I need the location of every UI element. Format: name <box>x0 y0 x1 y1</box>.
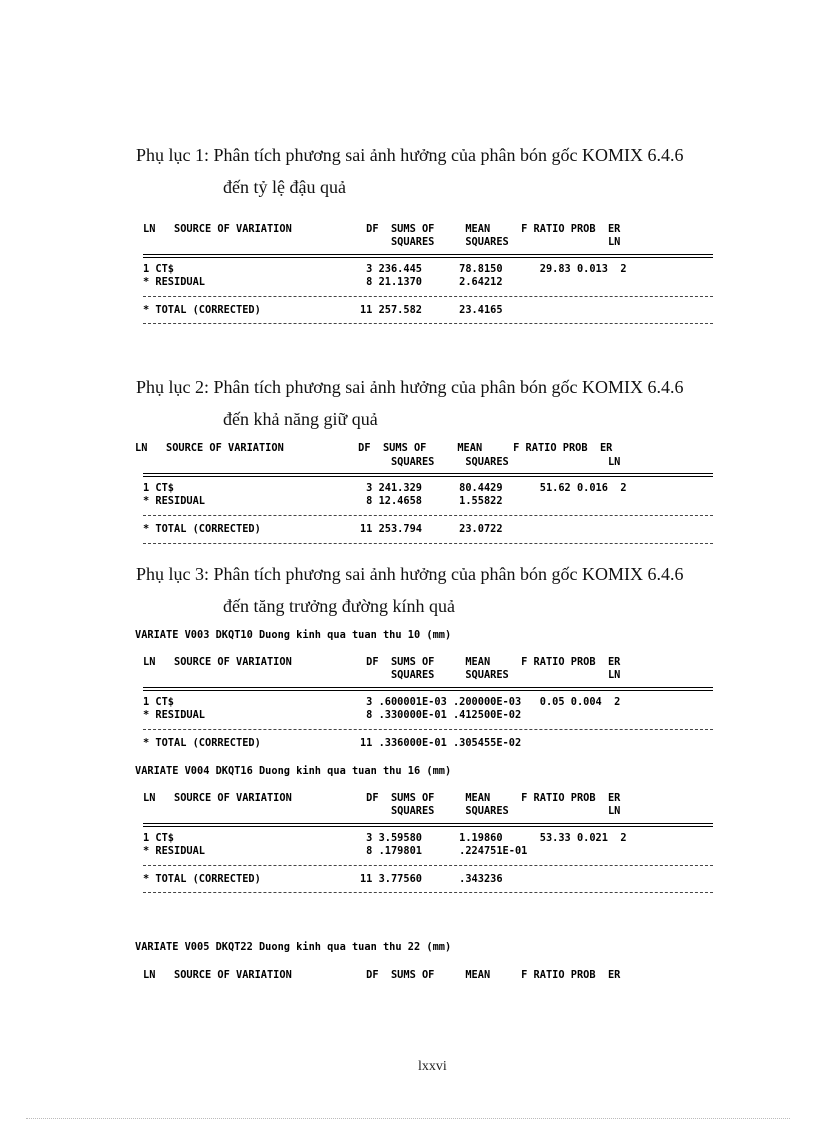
v004-table-header-2: SQUARES SQUARES LN <box>143 805 621 817</box>
appendix1-title-line2: đến tỷ lệ đậu quả <box>223 177 346 197</box>
appendix2-dash-rule <box>143 515 713 516</box>
v003-double-rule <box>143 687 713 691</box>
v004-variate-title: VARIATE V004 DKQT16 Duong kinh qua tuan thu 16 (mm) <box>135 765 452 777</box>
v004-row-residual: * RESIDUAL 8 .179801 .224751E-01 <box>143 845 528 857</box>
v004-double-rule <box>143 823 713 827</box>
appendix3-title-line1: Phụ lục 3: Phân tích phương sai ảnh hưởng của phân bón gốc KOMIX 6.4.6 <box>136 564 684 584</box>
appendix2-row-residual: * RESIDUAL 8 12.4658 1.55822 <box>143 495 503 507</box>
v003-row-residual: * RESIDUAL 8 .330000E-01 .412500E-02 <box>143 709 522 721</box>
appendix2-table-header-1: LN SOURCE OF VARIATION DF SUMS OF MEAN F RATIO PROB ER <box>135 442 613 454</box>
appendix1-row-total: * TOTAL (CORRECTED) 11 257.582 23.4165 <box>143 304 503 316</box>
appendix2-table-header-2: SQUARES SQUARES LN <box>143 456 621 468</box>
v003-table-header-1: LN SOURCE OF VARIATION DF SUMS OF MEAN F RATIO PROB ER <box>143 656 621 668</box>
appendix1-row-residual: * RESIDUAL 8 21.1370 2.64212 <box>143 276 503 288</box>
appendix1-row-ct: 1 CT$ 3 236.445 78.8150 29.83 0.013 2 <box>143 263 627 275</box>
appendix1-dash-rule <box>143 296 713 297</box>
v004-dash-rule-bottom <box>143 892 713 893</box>
v004-row-ct: 1 CT$ 3 3.59580 1.19860 53.33 0.021 2 <box>143 832 627 844</box>
appendix1-table-header-2: SQUARES SQUARES LN <box>143 236 621 248</box>
v005-variate-title: VARIATE V005 DKQT22 Duong kinh qua tuan thu 22 (mm) <box>135 941 452 953</box>
v003-row-ct: 1 CT$ 3 .600001E-03 .200000E-03 0.05 0.004 2 <box>143 696 621 708</box>
appendix1-title-line1: Phụ lục 1: Phân tích phương sai ảnh hưởng của phân bón gốc KOMIX 6.4.6 <box>136 145 684 165</box>
v003-variate-title: VARIATE V003 DKQT10 Duong kinh qua tuan thu 10 (mm) <box>135 629 452 641</box>
appendix2-title-line1: Phụ lục 2: Phân tích phương sai ảnh hưởng của phân bón gốc KOMIX 6.4.6 <box>136 377 684 397</box>
v005-table-header-1: LN SOURCE OF VARIATION DF SUMS OF MEAN F RATIO PROB ER <box>143 969 621 981</box>
v004-row-total: * TOTAL (CORRECTED) 11 3.77560 .343236 <box>143 873 503 885</box>
v003-table-header-2: SQUARES SQUARES LN <box>143 669 621 681</box>
appendix2-row-total: * TOTAL (CORRECTED) 11 253.794 23.0722 <box>143 523 503 535</box>
appendix1-table-header-1: LN SOURCE OF VARIATION DF SUMS OF MEAN F RATIO PROB ER <box>143 223 621 235</box>
v003-row-total: * TOTAL (CORRECTED) 11 .336000E-01 .305455E-02 <box>143 737 522 749</box>
appendix1-dash-rule-bottom <box>143 323 713 324</box>
v004-table-header-1: LN SOURCE OF VARIATION DF SUMS OF MEAN F RATIO PROB ER <box>143 792 621 804</box>
appendix2-double-rule <box>143 473 713 477</box>
appendix2-title-line2: đến khả năng giữ quả <box>223 409 378 429</box>
appendix1-double-rule <box>143 254 713 258</box>
appendix3-title-line2: đến tăng trưởng đường kính quả <box>223 596 456 616</box>
v003-dash-rule <box>143 729 713 730</box>
v004-dash-rule <box>143 865 713 866</box>
appendix2-row-ct: 1 CT$ 3 241.329 80.4429 51.62 0.016 2 <box>143 482 627 494</box>
appendix2-dash-rule-bottom <box>143 543 713 544</box>
page-number: lxxvi <box>418 1059 447 1074</box>
footer-divider <box>26 1118 790 1119</box>
